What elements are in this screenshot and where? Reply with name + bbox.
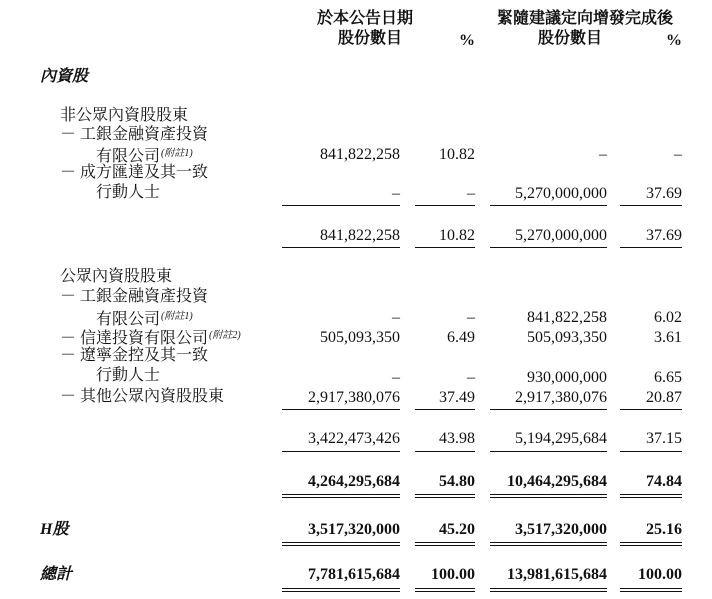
cell: 37.69: [646, 185, 682, 202]
h-shares-cell: 25.16: [646, 521, 682, 538]
cell: 2,917,380,076: [308, 389, 400, 406]
header-col4: %: [666, 32, 682, 49]
grand-total-cell: 7,781,615,684: [308, 566, 400, 583]
cell: –: [467, 185, 475, 202]
h-shares-cell: 3,517,320,000: [515, 521, 607, 538]
cell: 37.49: [439, 389, 475, 406]
double-rule: [490, 588, 607, 592]
double-rule: [282, 542, 400, 546]
rule: [490, 409, 607, 410]
subtotal-cell: 10.82: [439, 227, 475, 244]
cell: 930,000,000: [527, 369, 607, 386]
subtotal-cell: 5,194,295,684: [515, 430, 607, 447]
double-rule: [490, 494, 607, 498]
double-rule: [415, 542, 475, 546]
section-title-domestic: 內資股: [40, 68, 89, 85]
h-shares-cell: 3,517,320,000: [308, 521, 400, 538]
cell: 20.87: [646, 389, 682, 406]
cell: –: [392, 369, 400, 386]
grand-total-cell: 100.00: [638, 566, 682, 583]
cell: 6.49: [447, 329, 475, 346]
header-col1-line1: 於本公告日期: [316, 10, 413, 27]
footnote-marker: (附註2): [209, 330, 241, 341]
cell: –: [674, 146, 682, 163]
cell: –: [392, 309, 400, 326]
row-label: 有限公司$^{(附註1)}$: [96, 148, 193, 165]
double-rule: [415, 588, 475, 592]
cell: –: [467, 369, 475, 386]
cell: –: [392, 185, 400, 202]
rule: [282, 205, 400, 206]
public-title: 公眾內資股股東: [60, 268, 173, 285]
double-rule: [282, 588, 400, 592]
double-rule: [415, 494, 475, 498]
header-col2: %: [459, 32, 475, 49]
double-rule: [282, 494, 400, 498]
double-rule: [490, 542, 607, 546]
subtotal-cell: 43.98: [439, 430, 475, 447]
row-label: － 成方匯達及其一致: [60, 164, 209, 181]
rule: [620, 451, 682, 452]
row-label: 有限公司$^{(附註1)}$: [96, 311, 193, 328]
cell: 841,822,258: [320, 146, 400, 163]
rule: [490, 451, 607, 452]
subtotal-cell: 5,270,000,000: [515, 227, 607, 244]
cell: 3.61: [654, 329, 682, 346]
rule: [415, 409, 475, 410]
row-label: － 遼寧金控及其一致: [60, 347, 209, 364]
footnote-marker: (附註1): [161, 311, 193, 322]
rule: [490, 247, 607, 248]
rule: [282, 451, 400, 452]
rule: [282, 247, 400, 248]
cell: 5,270,000,000: [515, 185, 607, 202]
double-rule: [620, 542, 682, 546]
subtotal-cell: 841,822,258: [320, 227, 400, 244]
non-public-title: 非公眾內資股股東: [60, 107, 189, 124]
cell: 841,822,258: [527, 309, 607, 326]
footnote-marker: (附註1): [161, 148, 193, 159]
domestic-total-cell: 4,264,295,684: [308, 473, 400, 490]
rule: [620, 409, 682, 410]
cell: 505,093,350: [320, 329, 400, 346]
subtotal-cell: 37.69: [646, 227, 682, 244]
cell: –: [467, 309, 475, 326]
cell: –: [599, 146, 607, 163]
cell: 2,917,380,076: [515, 389, 607, 406]
header-col3-line2: 股份數目: [537, 30, 602, 47]
row-label: 行動人士: [96, 367, 161, 384]
rule: [620, 205, 682, 206]
rule: [415, 451, 475, 452]
subtotal-cell: 3,422,473,426: [308, 430, 400, 447]
rule: [282, 409, 400, 410]
domestic-total-cell: 10,464,295,684: [507, 473, 607, 490]
rule: [490, 205, 607, 206]
cell: 505,093,350: [527, 329, 607, 346]
section-title-grand-total: 總計: [40, 566, 73, 583]
row-label: － 工銀金融資產投資: [60, 126, 209, 143]
grand-total-cell: 13,981,615,684: [507, 566, 607, 583]
domestic-total-cell: 54.80: [439, 473, 475, 490]
h-shares-cell: 45.20: [439, 521, 475, 538]
grand-total-cell: 100.00: [431, 566, 475, 583]
cell: 6.02: [654, 309, 682, 326]
double-rule: [620, 588, 682, 592]
header-col1-line2: 股份數目: [337, 30, 402, 47]
row-label: 行動人士: [96, 184, 161, 201]
row-label: － 信達投資有限公司$^{(附註2)}$: [60, 330, 241, 347]
rule: [415, 205, 475, 206]
subtotal-cell: 37.15: [646, 430, 682, 447]
cell: 10.82: [439, 146, 475, 163]
row-label: － 其他公眾內資股股東: [60, 388, 225, 405]
double-rule: [620, 494, 682, 498]
rule: [415, 247, 475, 248]
domestic-total-cell: 74.84: [646, 473, 682, 490]
row-label: － 工銀金融資產投資: [60, 288, 209, 305]
rule: [620, 247, 682, 248]
header-col3-line1: 緊隨建議定向增發完成後: [496, 10, 673, 27]
section-title-h-shares: H股: [40, 521, 69, 538]
cell: 6.65: [654, 369, 682, 386]
